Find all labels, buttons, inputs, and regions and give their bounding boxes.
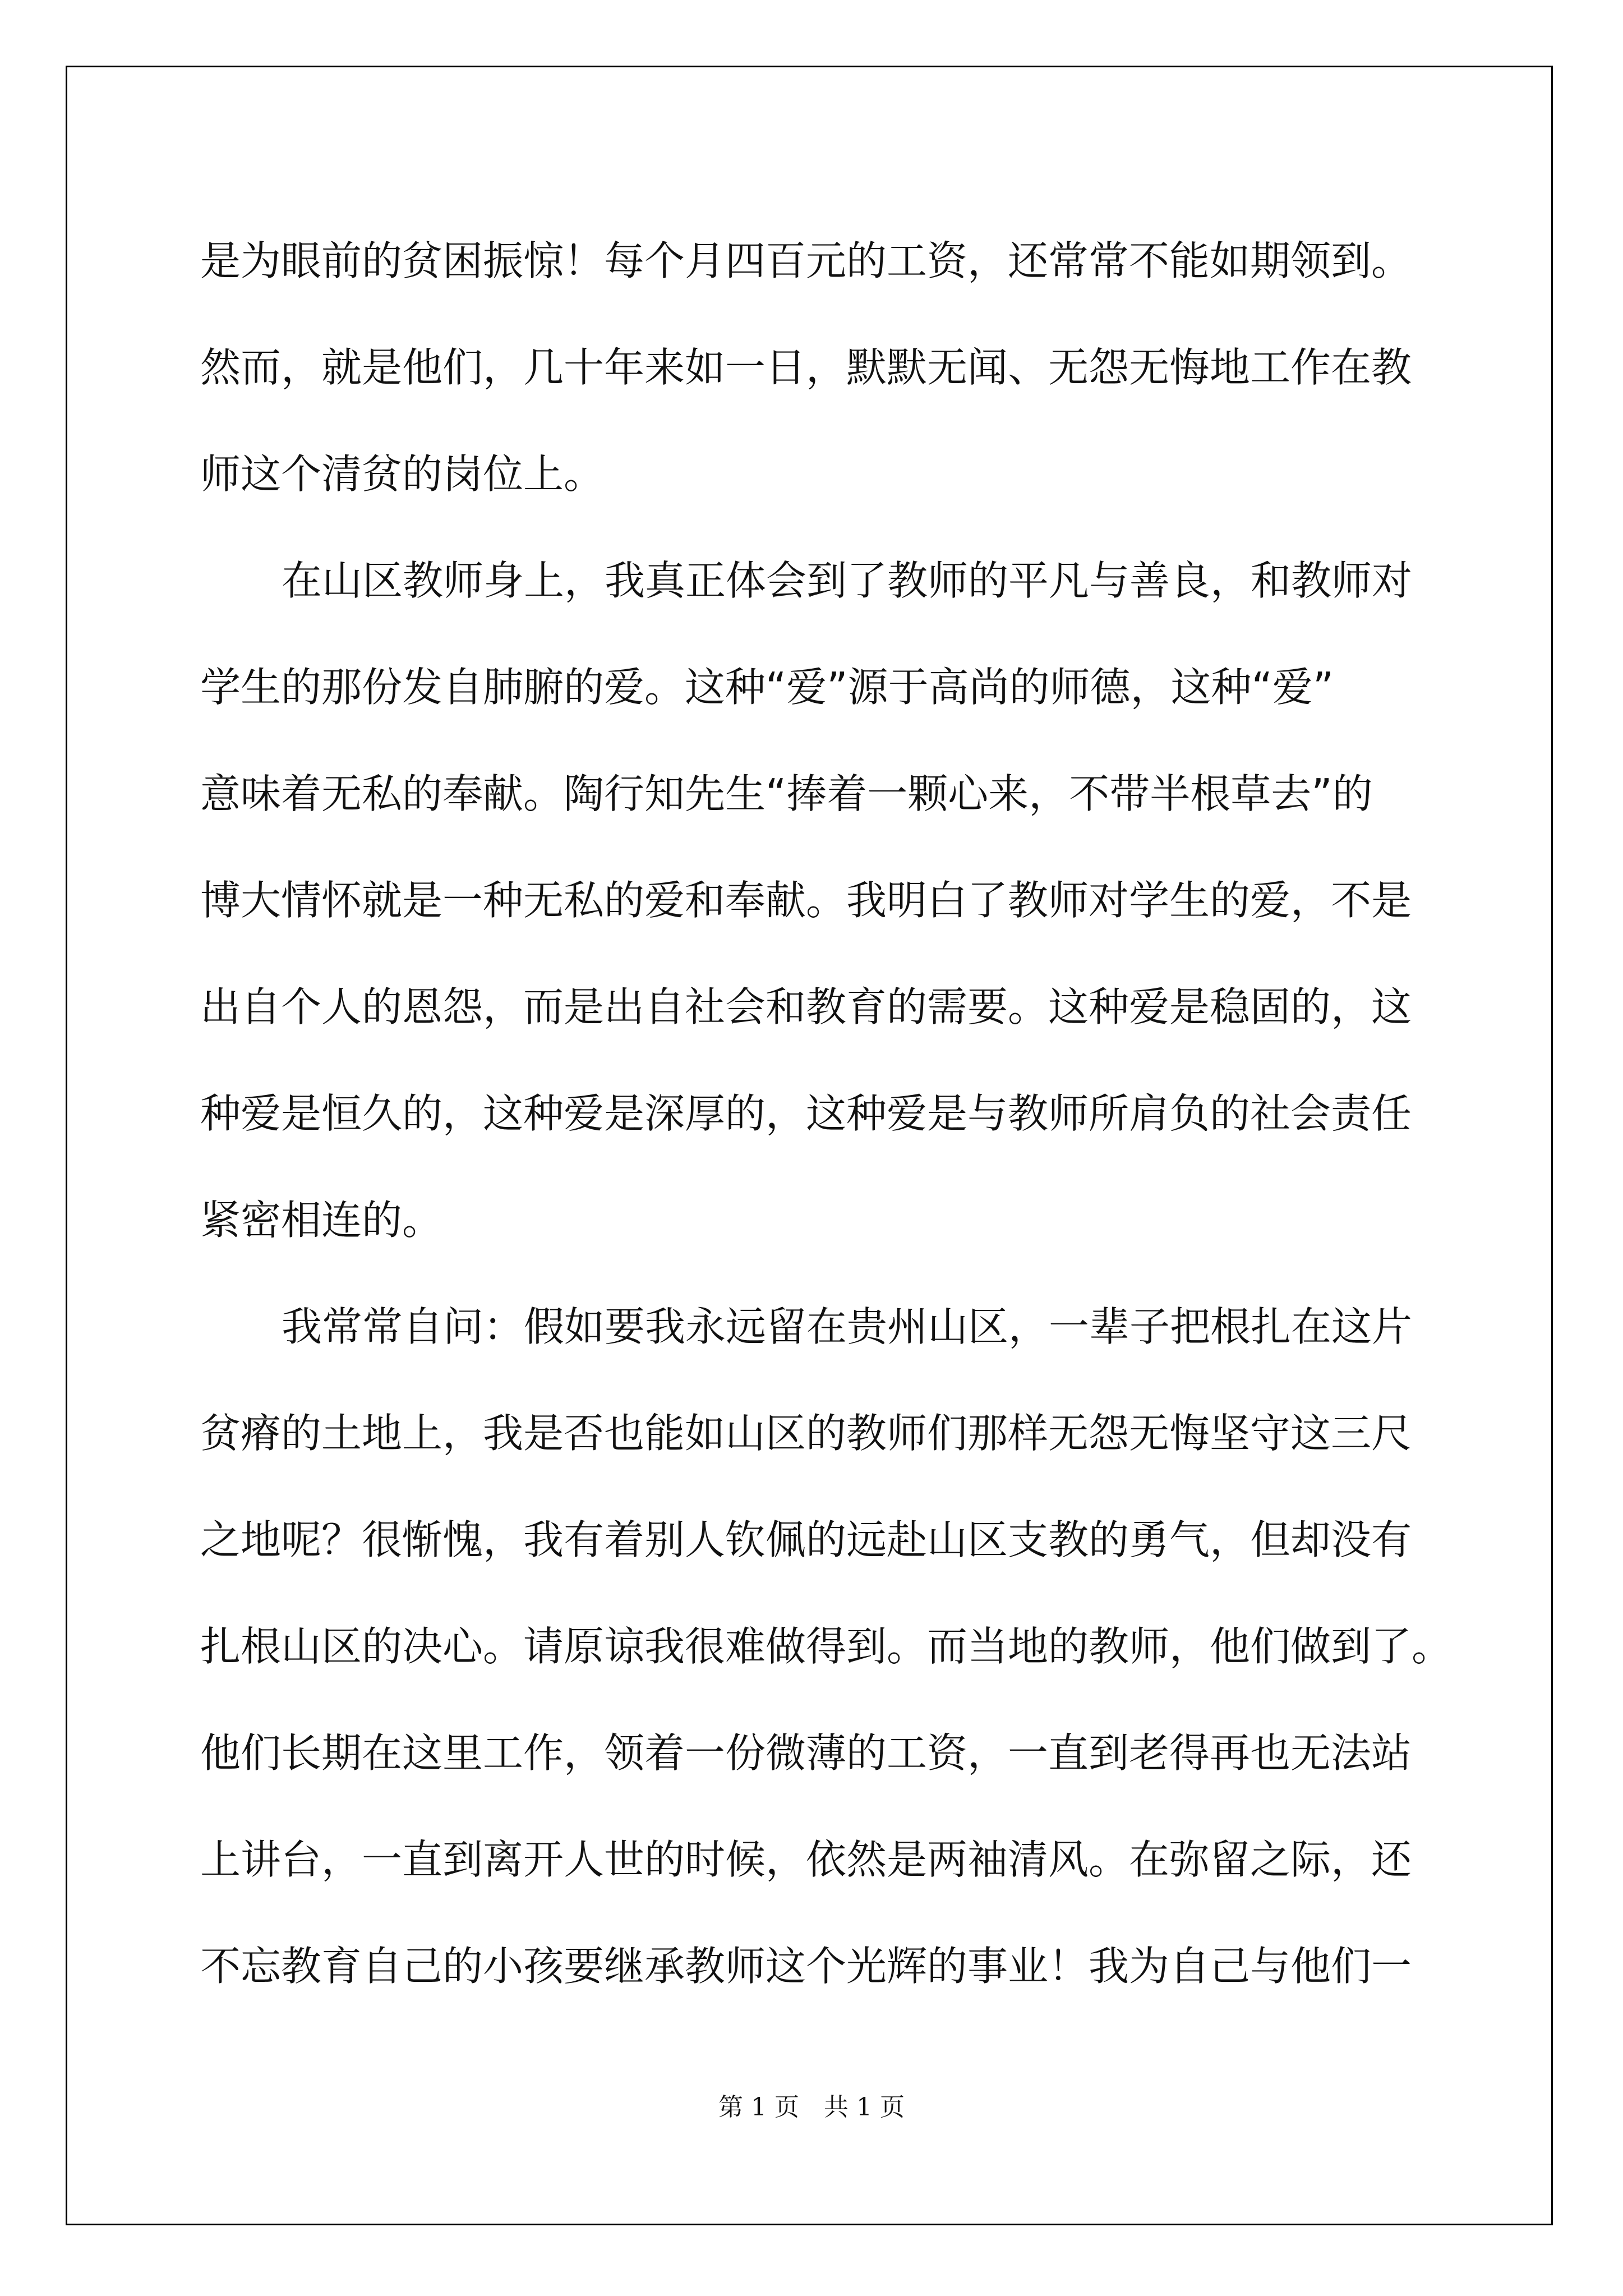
text-line: 出自个人的恩怨，而是出自社会和教育的需要。这种爱是稳固的，这 xyxy=(200,983,1412,1030)
text-line: 之地呢？很惭愧，我有着别人钦佩的远赴山区支教的勇气，但却没有 xyxy=(200,1516,1412,1563)
text-line: 贫瘠的土地上，我是否也能如山区的教师们那样无怨无悔坚守这三尺 xyxy=(200,1410,1412,1457)
text-line: 不忘教育自己的小孩要继承教师这个光辉的事业！我为自己与他们一 xyxy=(200,1943,1412,1990)
text-line: 上讲台，一直到离开人世的时候，依然是两袖清风。在弥留之际，还 xyxy=(200,1836,1412,1883)
text-line: 紧密相连的。 xyxy=(200,1197,443,1244)
text-line: 我常常自问：假如要我永远留在贵州山区，一辈子把根扎在这片 xyxy=(282,1303,1413,1350)
text-line: 是为眼前的贫困振惊！每个月四百元的工资，还常常不能如期领到。 xyxy=(200,237,1412,284)
text-line: 博大情怀就是一种无私的爱和奉献。我明白了教师对学生的爱，不是 xyxy=(200,877,1412,924)
page-number-footer: 第 1 页 共 1 页 xyxy=(718,2093,905,2122)
text-line: 扎根山区的决心。请原谅我很难做得到。而当地的教师，他们做到了。 xyxy=(200,1623,1453,1670)
text-line: 学生的那份发自肺腑的爱。这种“爱”源于高尚的师德，这种“爱” xyxy=(200,664,1334,711)
text-line: 意味着无私的奉献。陶行知先生“捧着一颗心来，不带半根草去”的 xyxy=(200,770,1373,817)
text-line: 在山区教师身上，我真正体会到了教师的平凡与善良，和教师对 xyxy=(282,557,1413,604)
text-line: 师这个清贫的岗位上。 xyxy=(200,450,605,498)
text-line: 他们长期在这里工作，领着一份微薄的工资，一直到老得再也无法站 xyxy=(200,1729,1412,1777)
text-line: 种爱是恒久的，这种爱是深厚的，这种爱是与教师所肩负的社会责任 xyxy=(200,1090,1412,1137)
text-line: 然而，就是他们，几十年来如一日，默默无闻、无怨无悔地工作在教 xyxy=(200,344,1412,391)
document-body xyxy=(200,208,1468,2019)
